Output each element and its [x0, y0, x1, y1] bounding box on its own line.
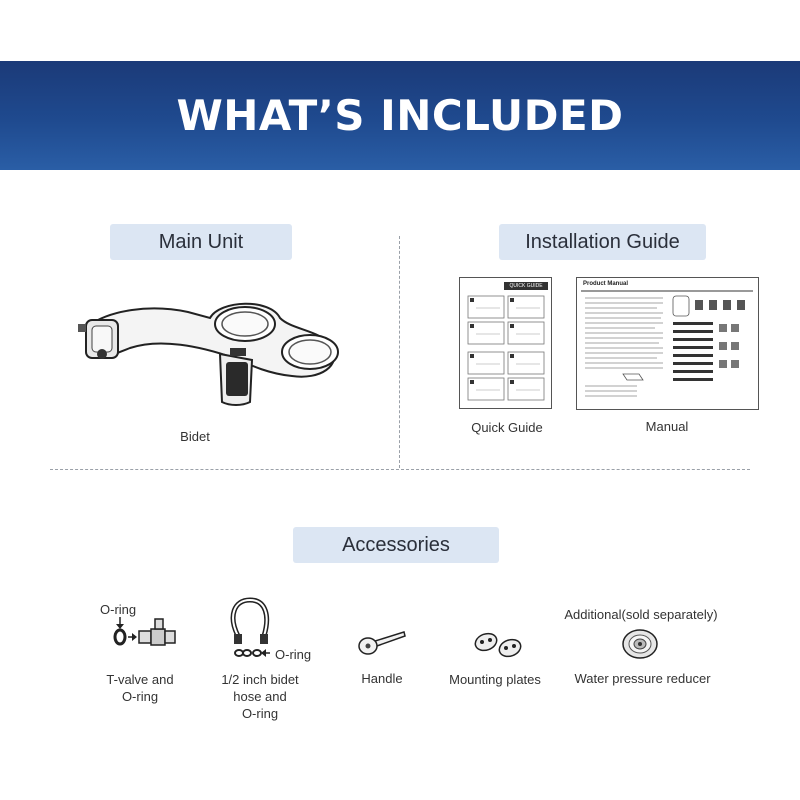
manual-title: Product Manual: [583, 281, 629, 287]
manual-image: [576, 277, 759, 410]
vertical-divider: [399, 236, 400, 468]
horizontal-divider: [50, 469, 750, 470]
quick-guide-tab: QUICK GUIDE: [504, 282, 548, 290]
quick-guide-label: Quick Guide: [471, 420, 543, 435]
installation-guide-heading: Installation Guide: [499, 224, 706, 260]
mounting-plates-label: Mounting plates: [449, 672, 541, 687]
t-valve-label: T-valve and O-ring: [106, 672, 174, 704]
page-title: WHAT’S INCLUDED: [176, 91, 624, 140]
hose-label: 1/2 inch bidet hose and O-ring: [221, 672, 299, 721]
additional-note: Additional(sold separately): [564, 607, 718, 622]
pressure-reducer-label: Water pressure reducer: [574, 671, 711, 686]
main-unit-heading: Main Unit: [110, 224, 292, 260]
t-valve-icon: [108, 617, 178, 651]
header-banner: [0, 61, 800, 170]
bidet-image: [70, 290, 350, 410]
accessories-heading: Accessories: [293, 527, 499, 563]
manual-label: Manual: [645, 419, 689, 434]
hose-oring-tag: O-ring: [275, 647, 312, 662]
mounting-plates-icon: [468, 628, 528, 662]
pressure-reducer-icon: [620, 627, 660, 661]
handle-label: Handle: [361, 671, 403, 686]
bidet-label: Bidet: [180, 429, 210, 444]
quick-guide-image: [459, 277, 552, 409]
t-valve-oring-tag: O-ring: [100, 602, 137, 617]
handle-icon: [356, 628, 408, 658]
